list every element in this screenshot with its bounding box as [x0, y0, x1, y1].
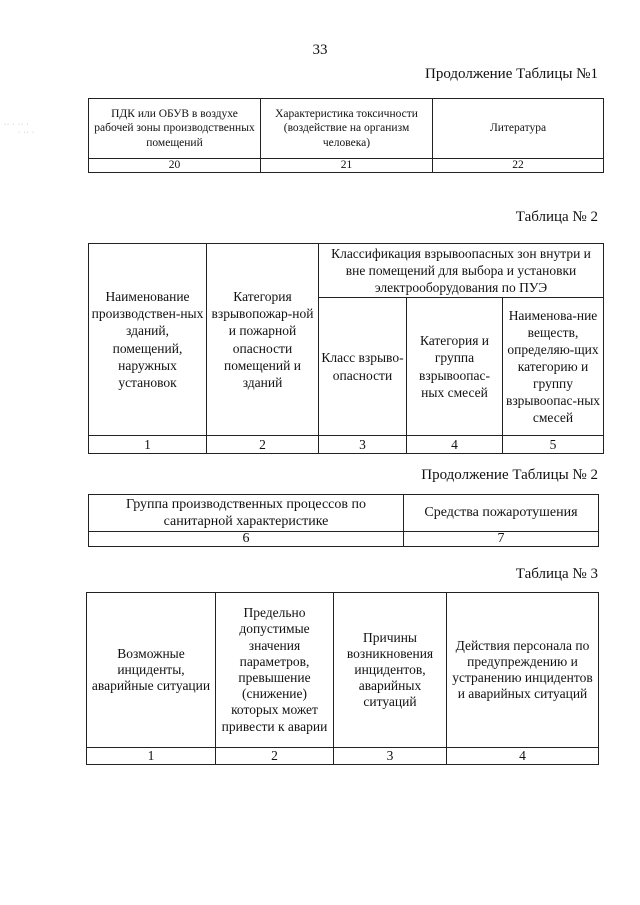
table2-continuation: [88, 494, 599, 547]
t1-header-literature: Литература: [433, 99, 604, 159]
t2-header-building-name: Наименование производствен-ных зданий, помещений, наружных установок: [89, 244, 207, 436]
table1-cont-caption: Продолжение Таблицы №1: [425, 66, 598, 82]
t1-col-number: 20: [89, 159, 261, 173]
t2c-header-process-group: Группа производственных процессов по санитарной характеристике: [89, 495, 404, 532]
t2c-header-fire-means: Средства пожаротушения: [404, 495, 599, 532]
t2-col-number: 1: [89, 436, 207, 454]
table1-continuation: [88, 98, 604, 173]
table2-cont-caption: Продолжение Таблицы № 2: [421, 467, 598, 483]
t3-header-limit-values: Предельно допустимые значения параметров, превышение (снижение) которых может привести к аварии: [216, 593, 334, 748]
t2c-col-number: 7: [404, 532, 599, 547]
t3-header-incidents: Возможные инциденты, аварийные ситуации: [87, 593, 216, 748]
scan-mark: · ·· ·: [18, 130, 35, 136]
t2-header-fire-category: Категория взрывопожар-ной и пожарной опасности помещений и зданий: [207, 244, 319, 436]
t2-col-number: 3: [319, 436, 407, 454]
t1-header-pdk: ПДК или ОБУВ в воздухе рабочей зоны производственных помещений: [89, 99, 261, 159]
t2-header-mixture-category: Категория и группа взрывоопас-ных смесей: [407, 298, 503, 436]
t3-col-number: 2: [216, 748, 334, 765]
t3-col-number: 3: [334, 748, 447, 765]
t1-col-number: 21: [261, 159, 433, 173]
t3-col-number: 1: [87, 748, 216, 765]
t2c-col-number: 6: [89, 532, 404, 547]
page-number: 33: [312, 42, 328, 58]
scan-mark: ·· · ·· ·: [4, 122, 30, 128]
table3-caption: Таблица № 3: [515, 566, 598, 582]
table2: [88, 243, 604, 454]
t2-header-zone-classification: Классификация взрывоопасных зон внутри и вне помещений для выбора и установки электрооборудования по ПУЭ: [319, 244, 604, 298]
t3-col-number: 4: [447, 748, 599, 765]
table3: [86, 592, 599, 765]
t1-header-toxicity: Характеристика токсичности (воздействие на организм человека): [261, 99, 433, 159]
t2-col-number: 4: [407, 436, 503, 454]
table2-caption: Таблица № 2: [515, 209, 598, 225]
t2-header-explosion-class: Класс взрыво-опасности: [319, 298, 407, 436]
t3-header-causes: Причины возникновения инцидентов, аварийных ситуаций: [334, 593, 447, 748]
t2-col-number: 2: [207, 436, 319, 454]
t2-col-number: 5: [503, 436, 604, 454]
t3-header-staff-actions: Действия персонала по предупреждению и устранению инцидентов и аварийных ситуаций: [447, 593, 599, 748]
t2-header-substances: Наименова-ние веществ, определяю-щих категорию и группу взрывоопас-ных смесей: [503, 298, 604, 436]
t1-col-number: 22: [433, 159, 604, 173]
